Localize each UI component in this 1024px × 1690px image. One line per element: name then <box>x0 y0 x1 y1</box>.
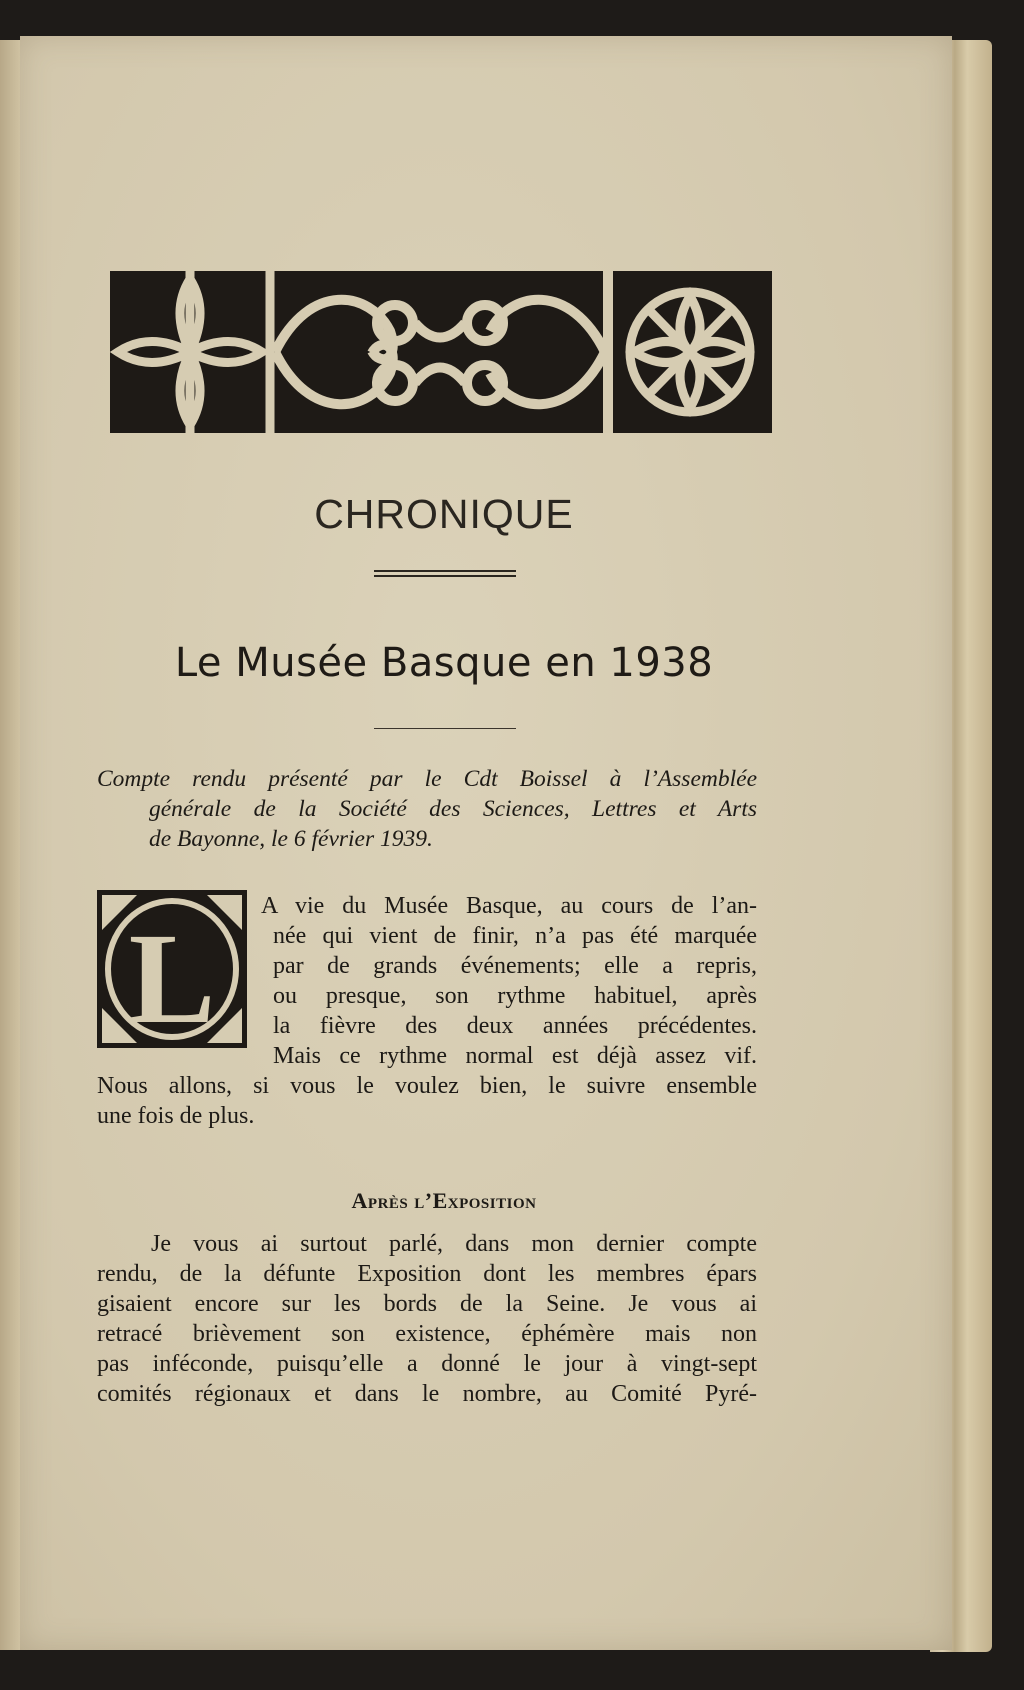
section-heading: Après l’Exposition <box>351 1188 537 1213</box>
body-line: par de grands événements; elle a repris, <box>273 953 757 979</box>
body-line: gisaient encore sur les bords de la Seine. Je vous ai <box>97 1291 757 1317</box>
subtitle-line: générale de la Société des Sciences, Lettres et Arts <box>149 796 757 822</box>
ornament-band <box>110 271 772 433</box>
body-line: une fois de plus. <box>97 1103 255 1129</box>
body-line: rendu, de la défunte Exposition dont les membres épars <box>97 1261 757 1287</box>
body-line: ou presque, son rythme habituel, après <box>273 983 757 1009</box>
subtitle-line: de Bayonne, le 6 février 1939. <box>149 826 433 852</box>
section-title: CHRONIQUE <box>314 491 574 537</box>
subtitle-line: Compte rendu présenté par le Cdt Boissel à l’Assemblée <box>97 766 757 792</box>
book-page <box>20 36 952 1650</box>
body-line: retracé brièvement son existence, éphémère mais non <box>97 1321 757 1347</box>
double-rule-divider <box>374 570 516 577</box>
body-line: pas inféconde, puisqu’elle a donné le jour à vingt-sept <box>97 1351 757 1377</box>
svg-text:L: L <box>128 907 216 1048</box>
body-line: A vie du Musée Basque, au cours de l’an- <box>261 893 757 919</box>
body-line: la fièvre des deux années précédentes. <box>273 1013 757 1039</box>
article-title: Le Musée Basque en 1938 <box>174 640 714 686</box>
body-line: Mais ce rythme normal est déjà assez vif. <box>273 1043 757 1069</box>
rule-divider <box>374 728 516 729</box>
drop-cap-ornament <box>97 890 247 1048</box>
body-line: Nous allons, si vous le voulez bien, le suivre ensemble <box>97 1073 757 1099</box>
body-line: née qui vient de finir, n’a pas été marquée <box>273 923 757 949</box>
body-line: Je vous ai surtout parlé, dans mon dernier compte <box>151 1231 757 1257</box>
body-line: comités régionaux et dans le nombre, au Comité Pyré- <box>97 1381 757 1407</box>
